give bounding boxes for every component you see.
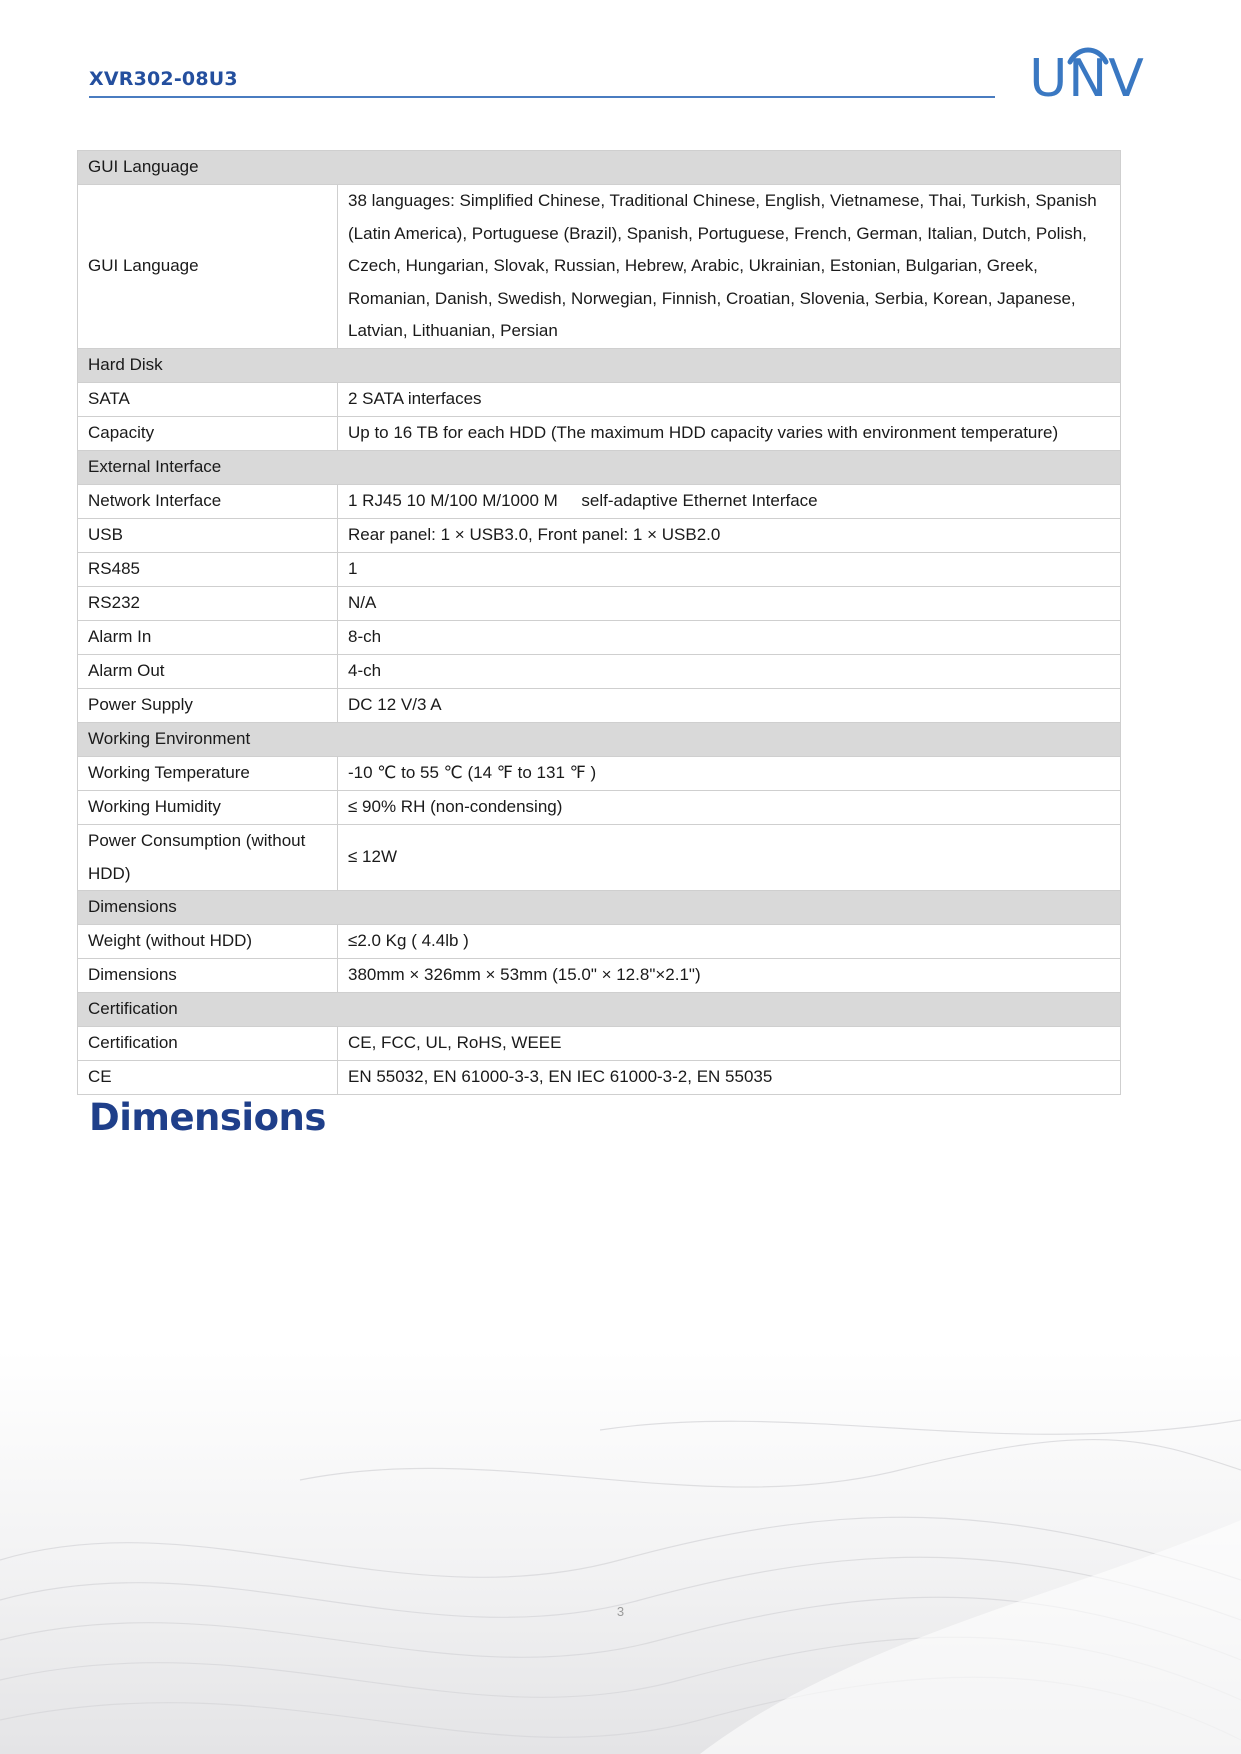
section-title: Working Environment	[78, 722, 1121, 756]
table-row	[78, 484, 1121, 518]
row-value: -10 ℃ to 55 ℃ (14 ℉ to 131 ℉ )	[338, 756, 1121, 790]
row-label: GUI Language	[78, 185, 338, 349]
row-value: 8-ch	[338, 620, 1121, 654]
row-label: Working Temperature	[78, 756, 338, 790]
row-label: SATA	[78, 382, 338, 416]
row-value: 1	[338, 552, 1121, 586]
row-label: Certification	[78, 1027, 338, 1061]
table-row	[78, 416, 1121, 450]
row-label: RS232	[78, 586, 338, 620]
section-row-hard-disk	[78, 348, 1121, 382]
row-value: 4-ch	[338, 654, 1121, 688]
table-row	[78, 586, 1121, 620]
table-row	[78, 620, 1121, 654]
section-title: GUI Language	[78, 151, 1121, 185]
row-label: Network Interface	[78, 484, 338, 518]
table-row	[78, 382, 1121, 416]
table-row	[78, 756, 1121, 790]
row-label: Power Consumption (without HDD)	[78, 824, 338, 890]
table-row	[78, 518, 1121, 552]
spec-table	[77, 150, 1121, 1095]
table-row	[78, 688, 1121, 722]
table-row	[78, 1061, 1121, 1095]
section-row-working-environment	[78, 722, 1121, 756]
table-row	[78, 824, 1121, 890]
row-value: DC 12 V/3 A	[338, 688, 1121, 722]
row-value: EN 55032, EN 61000-3-3, EN IEC 61000-3-2, EN 55035	[338, 1061, 1121, 1095]
page-number: 3	[616, 1604, 625, 1619]
header-divider	[89, 96, 995, 98]
row-label: Power Supply	[78, 688, 338, 722]
row-label: RS485	[78, 552, 338, 586]
row-value: CE, FCC, UL, RoHS, WEEE	[338, 1027, 1121, 1061]
row-label: Alarm Out	[78, 654, 338, 688]
section-row-gui-language	[78, 151, 1121, 185]
table-row	[78, 925, 1121, 959]
table-row	[78, 1027, 1121, 1061]
section-title: Hard Disk	[78, 348, 1121, 382]
row-label: Working Humidity	[78, 790, 338, 824]
row-value: 2 SATA interfaces	[338, 382, 1121, 416]
table-row	[78, 654, 1121, 688]
row-value: ≤2.0 Kg ( 4.4lb )	[338, 925, 1121, 959]
dimensions-heading: Dimensions	[89, 1096, 326, 1139]
row-label: Alarm In	[78, 620, 338, 654]
logo-text: UNV	[1029, 49, 1145, 109]
section-title: External Interface	[78, 450, 1121, 484]
row-label: Capacity	[78, 416, 338, 450]
section-title: Dimensions	[78, 891, 1121, 925]
row-value: ≤ 12W	[338, 824, 1121, 890]
table-row	[78, 185, 1121, 349]
row-value: 38 languages: Simplified Chinese, Traditional Chinese, English, Vietnamese, Thai, Turkish, Spanish (Latin America), Portuguese (Brazil), Spanish, Portuguese, French, German, Italian, Dutch, Polish, Czech, Hungarian, Slovak, Russian, Hebrew, Arabic, Ukrainian, Estonian, Bulgarian, Greek, Romanian, Danish, Swedish, Norwegian, Finnish, Croatian, Slovenia, Serbia, Korean, Japanese, Latvian, Lithuanian, Persian	[338, 185, 1121, 349]
row-label: Dimensions	[78, 959, 338, 993]
row-label: USB	[78, 518, 338, 552]
row-value: Up to 16 TB for each HDD (The maximum HDD capacity varies with environment temperature)	[338, 416, 1121, 450]
unv-logo	[1026, 40, 1148, 109]
row-label: Weight (without HDD)	[78, 925, 338, 959]
row-value: Rear panel: 1 × USB3.0, Front panel: 1 × USB2.0	[338, 518, 1121, 552]
row-value: N/A	[338, 586, 1121, 620]
row-value: ≤ 90% RH (non-condensing)	[338, 790, 1121, 824]
row-value: 380mm × 326mm × 53mm (15.0" × 12.8"×2.1")	[338, 959, 1121, 993]
section-row-certification	[78, 993, 1121, 1027]
row-label: CE	[78, 1061, 338, 1095]
section-row-dimensions	[78, 891, 1121, 925]
header-model-number: XVR302-08U3	[89, 68, 238, 90]
table-row	[78, 959, 1121, 993]
section-title: Certification	[78, 993, 1121, 1027]
row-value: 1 RJ45 10 M/100 M/1000 M self-adaptive Ethernet Interface	[338, 484, 1121, 518]
table-row	[78, 552, 1121, 586]
table-row	[78, 790, 1121, 824]
section-row-external-interface	[78, 450, 1121, 484]
